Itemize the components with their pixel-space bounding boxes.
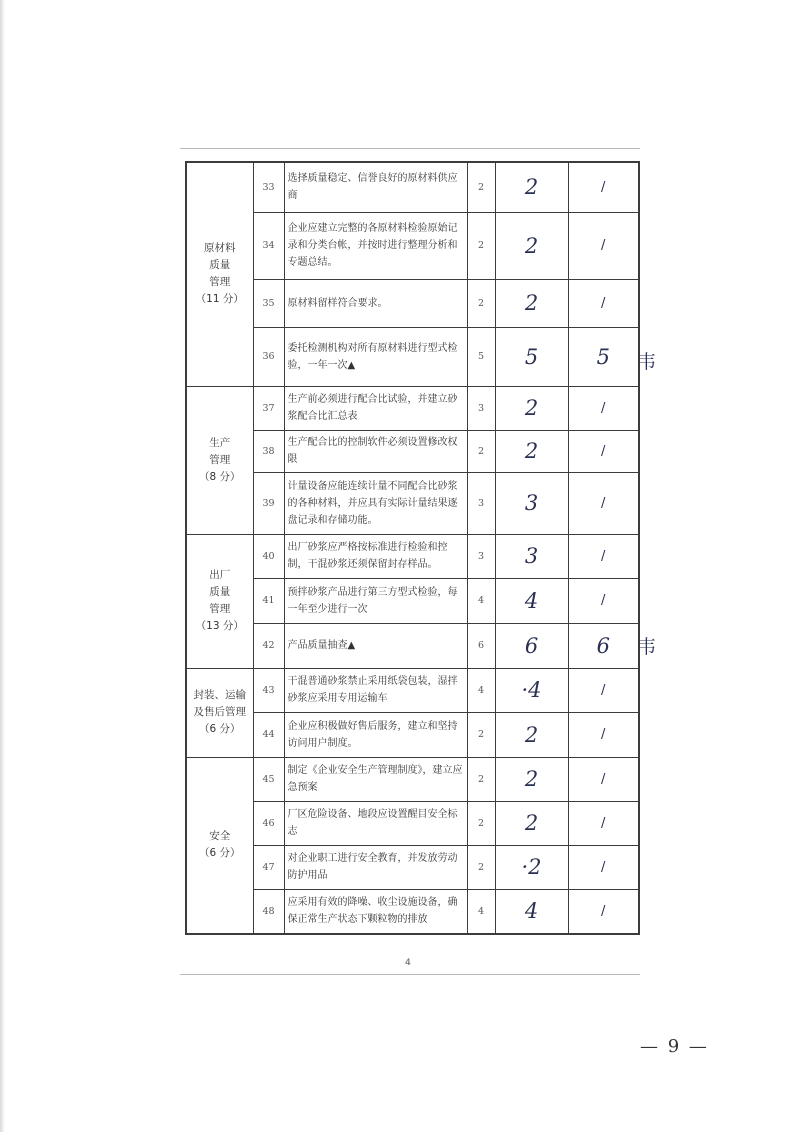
item-number: 43 bbox=[253, 668, 284, 712]
handwritten-score: 5 bbox=[495, 327, 568, 386]
standard-points: 5 bbox=[467, 327, 495, 386]
item-number: 34 bbox=[253, 212, 284, 279]
item-number: 33 bbox=[253, 162, 284, 212]
standard-points: 2 bbox=[467, 430, 495, 472]
table-row bbox=[186, 430, 639, 472]
handwritten-score: 4 bbox=[495, 578, 568, 623]
requirement-text: 应采用有效的降噪、收尘设施设备，确保正常生产状态下颗粒物的排放 bbox=[284, 889, 467, 934]
standard-points: 4 bbox=[467, 889, 495, 934]
handwritten-deduction: / bbox=[568, 386, 639, 430]
handwritten-score: 2 bbox=[495, 801, 568, 845]
scoring-table bbox=[185, 161, 640, 935]
requirement-text: 干混普通砂浆禁止采用纸袋包装，湿拌砂浆应采用专用运输车 bbox=[284, 668, 467, 712]
inner-page-number: 4 bbox=[405, 958, 411, 968]
standard-points: 2 bbox=[467, 162, 495, 212]
category-cell: 封装、运输 及售后管理 （6 分） bbox=[186, 668, 253, 757]
category-cell: 原材料 质量 管理 （11 分） bbox=[186, 162, 253, 386]
standard-points: 2 bbox=[467, 212, 495, 279]
handwritten-score: 2 bbox=[495, 212, 568, 279]
item-number: 37 bbox=[253, 386, 284, 430]
standard-points: 4 bbox=[467, 668, 495, 712]
handwritten-deduction: / bbox=[568, 430, 639, 472]
handwritten-deduction: / bbox=[568, 472, 639, 534]
standard-points: 2 bbox=[467, 279, 495, 327]
table-row bbox=[186, 162, 639, 212]
item-number: 41 bbox=[253, 578, 284, 623]
standard-points: 2 bbox=[467, 757, 495, 801]
table-row bbox=[186, 534, 639, 578]
handwritten-score: 2 bbox=[495, 757, 568, 801]
requirement-text: 企业应积极做好售后服务，建立和坚持访问用户制度。 bbox=[284, 712, 467, 757]
item-number: 45 bbox=[253, 757, 284, 801]
handwritten-score: 4 bbox=[495, 889, 568, 934]
requirement-text: 原材料留样符合要求。 bbox=[284, 279, 467, 327]
table-row bbox=[186, 757, 639, 801]
handwritten-deduction: / bbox=[568, 279, 639, 327]
requirement-text: 产品质量抽查▲ bbox=[284, 623, 467, 668]
requirement-text: 选择质量稳定、信誉良好的原材料供应商 bbox=[284, 162, 467, 212]
standard-points: 2 bbox=[467, 845, 495, 889]
handwritten-score: 2 bbox=[495, 430, 568, 472]
category-cell: 安全 （6 分） bbox=[186, 757, 253, 934]
handwritten-score: 2 bbox=[495, 712, 568, 757]
requirement-text: 厂区危险设备、地段应设置醒目安全标志 bbox=[284, 801, 467, 845]
category-cell: 生产 管理 （8 分） bbox=[186, 386, 253, 534]
table-row bbox=[186, 279, 639, 327]
standard-points: 3 bbox=[467, 386, 495, 430]
requirement-text: 企业应建立完整的各原材料检验原始记录和分类台帐，并按时进行整理分析和专题总结。 bbox=[284, 212, 467, 279]
handwritten-score: ·4 bbox=[495, 668, 568, 712]
margin-signature-mark: 韦 bbox=[637, 351, 657, 373]
requirement-text: 计量设备应能连续计量不同配合比砂浆的各种材料，并应具有实际计量结果逐盘记录和存储功能。 bbox=[284, 472, 467, 534]
top-rule bbox=[180, 148, 640, 149]
table-row bbox=[186, 845, 639, 889]
handwritten-deduction: / bbox=[568, 668, 639, 712]
handwritten-deduction: 6 bbox=[568, 623, 639, 668]
bottom-rule bbox=[180, 974, 640, 975]
handwritten-score: ·2 bbox=[495, 845, 568, 889]
handwritten-deduction: / bbox=[568, 534, 639, 578]
table-row bbox=[186, 327, 639, 386]
requirement-text: 预拌砂浆产品进行第三方型式检验，每一年至少进行一次 bbox=[284, 578, 467, 623]
item-number: 39 bbox=[253, 472, 284, 534]
handwritten-deduction: 5 bbox=[568, 327, 639, 386]
table-row bbox=[186, 889, 639, 934]
handwritten-score: 2 bbox=[495, 279, 568, 327]
requirement-text: 生产前必须进行配合比试验，并建立砂浆配合比汇总表 bbox=[284, 386, 467, 430]
scan-edge bbox=[0, 0, 5, 1132]
standard-points: 3 bbox=[467, 534, 495, 578]
handwritten-deduction: / bbox=[568, 757, 639, 801]
handwritten-deduction: / bbox=[568, 712, 639, 757]
category-cell: 出厂 质量 管理 （13 分） bbox=[186, 534, 253, 668]
handwritten-deduction: / bbox=[568, 162, 639, 212]
handwritten-deduction: / bbox=[568, 801, 639, 845]
handwritten-score: 3 bbox=[495, 472, 568, 534]
table-row bbox=[186, 801, 639, 845]
margin-signature-mark: 韦 bbox=[637, 636, 657, 658]
handwritten-score: 6 bbox=[495, 623, 568, 668]
item-number: 40 bbox=[253, 534, 284, 578]
item-number: 46 bbox=[253, 801, 284, 845]
handwritten-deduction: / bbox=[568, 212, 639, 279]
handwritten-deduction: / bbox=[568, 578, 639, 623]
handwritten-deduction: / bbox=[568, 845, 639, 889]
item-number: 35 bbox=[253, 279, 284, 327]
item-number: 44 bbox=[253, 712, 284, 757]
requirement-text: 对企业职工进行安全教育，并发放劳动防护用品 bbox=[284, 845, 467, 889]
page-number: — 9 — bbox=[640, 1036, 709, 1057]
standard-points: 4 bbox=[467, 578, 495, 623]
standard-points: 2 bbox=[467, 801, 495, 845]
item-number: 36 bbox=[253, 327, 284, 386]
item-number: 47 bbox=[253, 845, 284, 889]
handwritten-deduction: / bbox=[568, 889, 639, 934]
handwritten-score: 3 bbox=[495, 534, 568, 578]
standard-points: 3 bbox=[467, 472, 495, 534]
handwritten-score: 2 bbox=[495, 386, 568, 430]
requirement-text: 委托检测机构对所有原材料进行型式检验，一年一次▲ bbox=[284, 327, 467, 386]
standard-points: 2 bbox=[467, 712, 495, 757]
requirement-text: 出厂砂浆应严格按标准进行检验和控制，干混砂浆还须保留封存样品。 bbox=[284, 534, 467, 578]
requirement-text: 生产配合比的控制软件必须设置修改权限 bbox=[284, 430, 467, 472]
item-number: 48 bbox=[253, 889, 284, 934]
item-number: 42 bbox=[253, 623, 284, 668]
table-row bbox=[186, 472, 639, 534]
table-row bbox=[186, 712, 639, 757]
requirement-text: 制定《企业安全生产管理制度》，建立应急预案 bbox=[284, 757, 467, 801]
table-row bbox=[186, 578, 639, 623]
item-number: 38 bbox=[253, 430, 284, 472]
standard-points: 6 bbox=[467, 623, 495, 668]
table-row bbox=[186, 668, 639, 712]
table-row bbox=[186, 386, 639, 430]
handwritten-score: 2 bbox=[495, 162, 568, 212]
table-row bbox=[186, 212, 639, 279]
table-row bbox=[186, 623, 639, 668]
